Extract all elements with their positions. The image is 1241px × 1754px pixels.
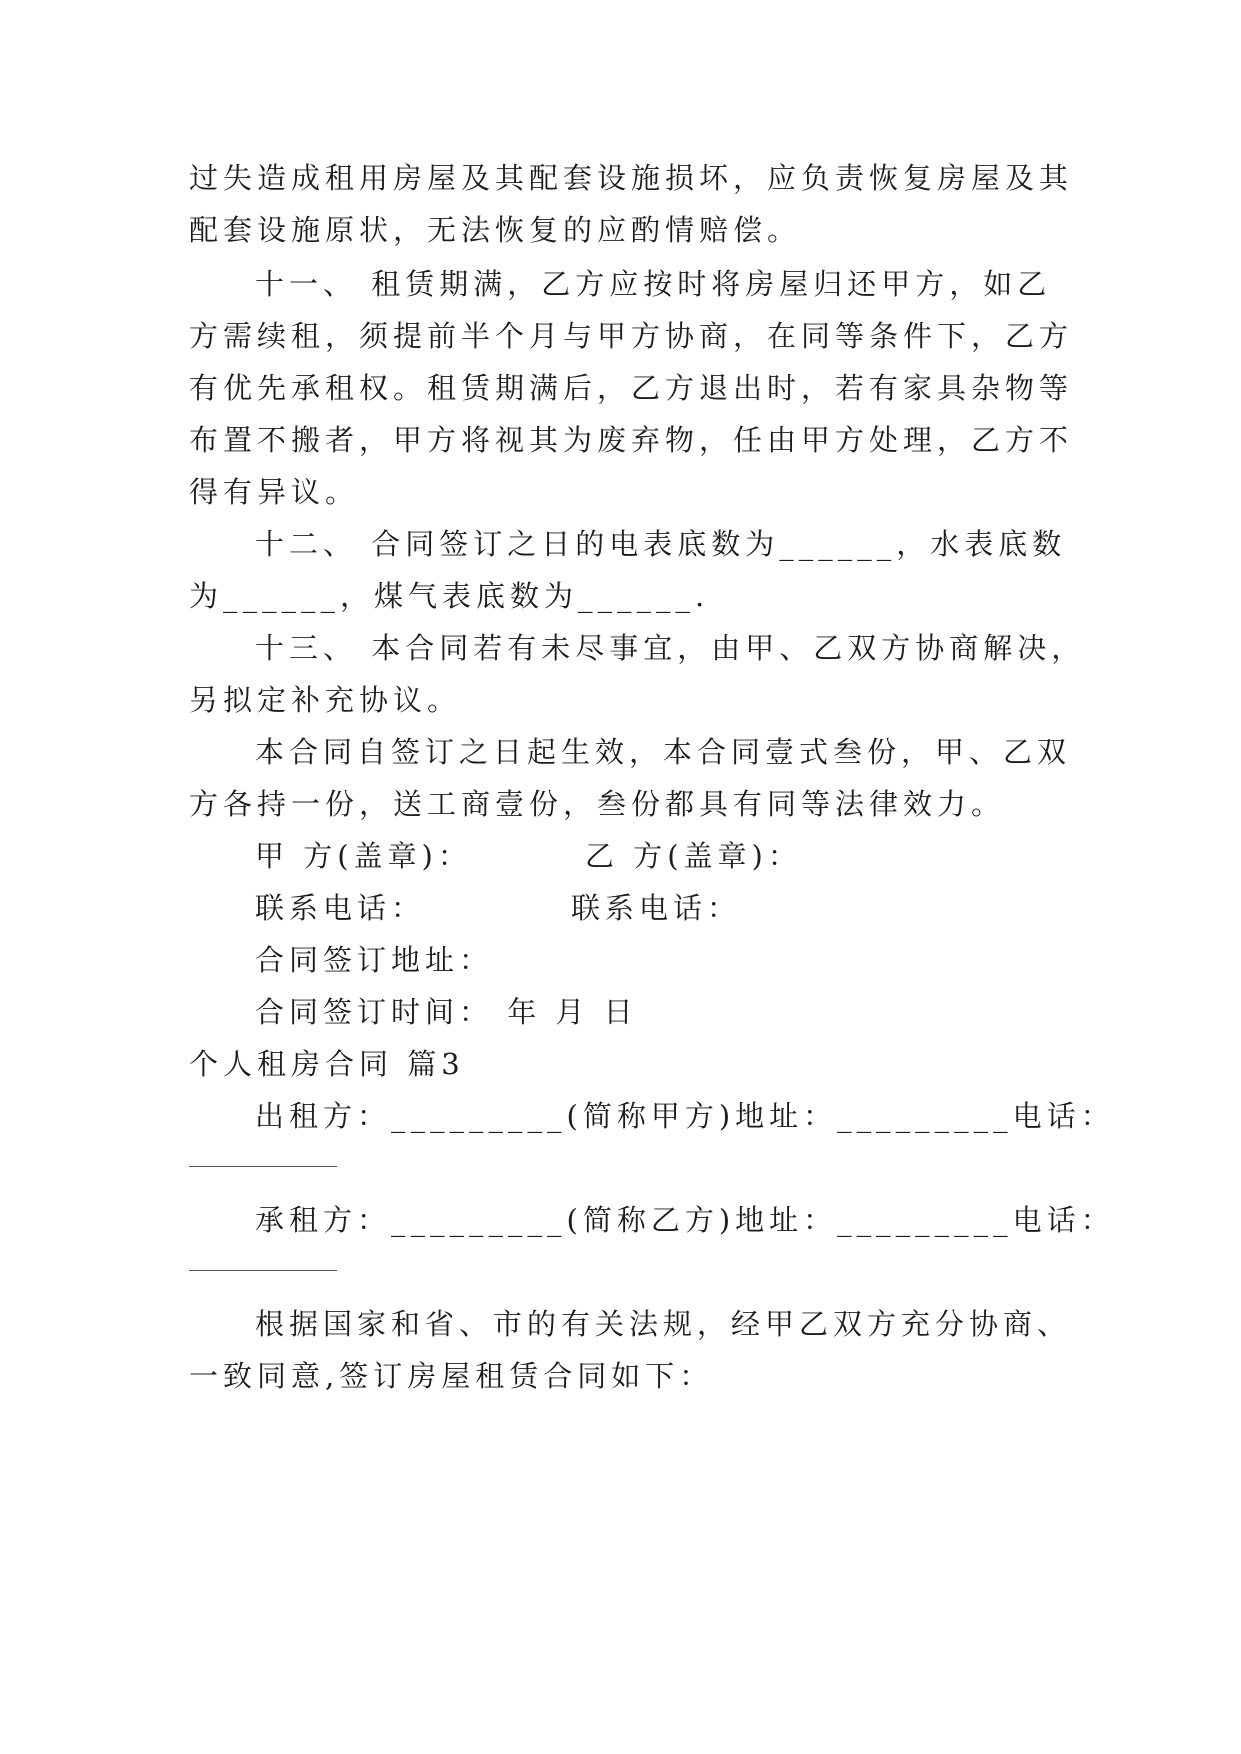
lessee-phone-blank [189, 1270, 337, 1271]
clause12-line-2: 为______，煤气表底数为______. [189, 579, 710, 613]
signing-address-label: 合同签订地址： [255, 943, 494, 977]
clause11-line-5: 得有异议。 [189, 475, 360, 509]
section-title: 个人租房合同 篇3 [189, 1047, 465, 1081]
lessee-line: 承租方：_________(简称乙方)地址：_________电话： [255, 1203, 1115, 1237]
party-a-phone-label: 联系电话： [255, 891, 426, 925]
preamble-line-2: 一致同意,签订房屋租赁合同如下： [189, 1359, 714, 1393]
preamble-line-1: 根据国家和省、市的有关法规，经甲乙双方充分协商、 [255, 1307, 1072, 1341]
clause13-line-1: 十三、 本合同若有未尽事宜，由甲、乙双方协商解决， [255, 631, 1086, 665]
party-b-seal-label: 乙 方(盖章)： [585, 839, 802, 873]
clause11-line-4: 布置不搬者，甲方将视其为废弃物，任由甲方处理，乙方不 [189, 423, 1074, 457]
lessor-phone-blank [189, 1166, 337, 1167]
clause10-tail-line-1: 过失造成租用房屋及其配套设施损坏，应负责恢复房屋及其 [189, 161, 1074, 195]
clause11-line-3: 有优先承租权。租赁期满后，乙方退出时，若有家具杂物等 [189, 371, 1074, 405]
effective-line-2: 方各持一份，送工商壹份，叁份都具有同等法律效力。 [189, 787, 1006, 821]
lessor-line: 出租方：_________(简称甲方)地址：_________电话： [255, 1099, 1115, 1133]
clause11-line-2: 方需续租，须提前半个月与甲方协商，在同等条件下，乙方 [189, 319, 1074, 353]
clause11-line-1: 十一、 租赁期满，乙方应按时将房屋归还甲方，如乙 [255, 267, 1052, 301]
party-b-phone-label: 联系电话： [571, 891, 742, 925]
clause10-tail-line-2: 配套设施原状，无法恢复的应酌情赔偿。 [189, 213, 802, 247]
clause12-line-1: 十二、 合同签订之日的电表底数为______，水表底数 [255, 527, 1067, 561]
signing-time-label: 合同签订时间： 年 月 日 [255, 995, 638, 1029]
clause13-line-2: 另拟定补充协议。 [189, 683, 462, 717]
effective-line-1: 本合同自签订之日起生效，本合同壹式叁份，甲、乙双 [255, 735, 1072, 769]
party-a-seal-label: 甲 方(盖章)： [255, 839, 472, 873]
